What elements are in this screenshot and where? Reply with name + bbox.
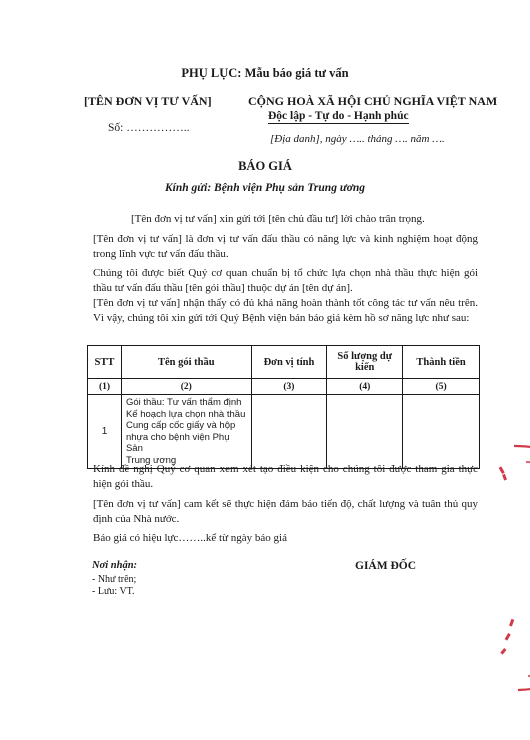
validity-paragraph: Báo giá có hiệu lực……..kể từ ngày báo giá (93, 532, 287, 544)
package-name-line: Kế hoạch lựa chọn nhà thầu (125, 408, 246, 420)
commitment-paragraph: [Tên đơn vị tư vấn] cam kết sẽ thực hiện đảm bảo tiến độ, chất lượng và tuân thủ quy định của Nhà nước. (93, 498, 478, 525)
row-stt: 1 (88, 395, 122, 469)
column-number: (2) (121, 379, 251, 395)
column-header-unit: Đơn vị tính (251, 346, 327, 379)
table-row (88, 395, 480, 469)
national-motto: Độc lập - Tự do - Hạnh phúc (268, 110, 409, 122)
capability-paragraph: [Tên đơn vị tư vấn] nhận thấy có đủ khả năng hoàn thành tốt công tác tư vấn nêu trên. Vì vậy, chúng tôi xin gửi tới Quý Bệnh viện bản báo giá kèm hồ sơ năng lực như sau: (93, 297, 478, 324)
greeting-paragraph: [Tên đơn vị tư vấn] xin gửi tới [tên chủ đầu tư] lời chào trân trọng. (131, 213, 425, 225)
package-name-line: Cung cấp cốc giấy và hộp (125, 420, 236, 431)
column-header-amount: Thành tiền (403, 346, 480, 379)
organization-name: [TÊN ĐƠN VỊ TƯ VẤN] (84, 94, 212, 108)
column-header-package-name: Tên gói thầu (121, 346, 251, 379)
column-number: (4) (327, 379, 403, 395)
place-and-date: [Địa danh], ngày ….. tháng …. năm …. (270, 133, 445, 145)
column-number: (3) (251, 379, 327, 395)
column-header-stt: STT (88, 346, 122, 379)
package-name-line: Trung ương (125, 454, 177, 466)
quantity-cell (327, 395, 403, 469)
document-number: Số: …………….. (108, 122, 190, 134)
stamp-ring (514, 446, 530, 690)
quotation-table (87, 345, 480, 469)
red-stamp-mark (474, 440, 530, 700)
recipient-line: Kính gửi: Bệnh viện Phụ sản Trung ương (164, 182, 366, 194)
director-title: GIÁM ĐỐC (355, 560, 417, 572)
document-title: BÁO GIÁ (238, 159, 292, 173)
column-number: (5) (403, 379, 480, 395)
package-name-line: nhựa cho bệnh viện Phụ Sản (125, 431, 230, 454)
column-number: (1) (88, 379, 122, 395)
request-paragraph: Kính đề nghị Quý cơ quan xem xét tạo điều kiện cho chúng tôi được tham gia thực hiện gói thầu. (93, 463, 478, 490)
national-title: CỘNG HOÀ XÃ HỘI CHỦ NGHĨA VIỆT NAM (248, 94, 498, 108)
package-name-line: Gói thầu: Tư vấn thẩm định (125, 397, 242, 408)
appendix-title: PHỤ LỤC: Mẫu báo giá tư vấn (181, 66, 349, 80)
table-header-row (88, 346, 480, 379)
amount-cell (403, 395, 480, 469)
recipients-label: Nơi nhận: (92, 560, 138, 571)
unit-cell (251, 395, 327, 469)
awareness-paragraph: Chúng tôi được biết Quý cơ quan chuẩn bị tổ chức lựa chọn nhà thầu thực hiện gói thầu tư vấn đấu thầu [tên gói thầu] thuộc dự án [tên dự án]. (93, 267, 478, 294)
recipient-item: - Như trên; (92, 574, 137, 585)
column-header-quantity: Số lượng dự kiến (327, 346, 403, 379)
intro-paragraph: [Tên đơn vị tư vấn] là đơn vị tư vấn đấu thầu có năng lực và kinh nghiệm hoạt động trong lĩnh vực tư vấn đấu thầu. (93, 233, 478, 260)
recipient-item: - Lưu: VT. (92, 586, 135, 597)
column-number-row (88, 379, 480, 395)
stamp-letters (499, 466, 515, 654)
package-name-cell (121, 395, 251, 469)
